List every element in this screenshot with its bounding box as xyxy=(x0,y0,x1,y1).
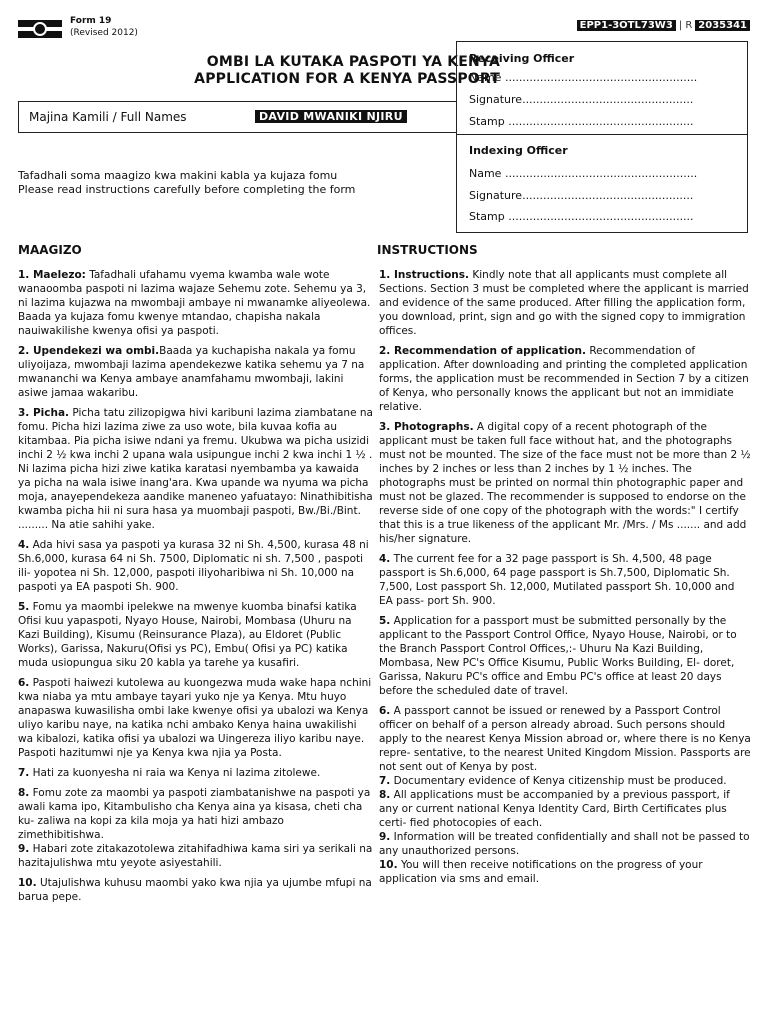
maagizo-item xyxy=(18,406,373,532)
instructions-item-lead: 1. Instructions. xyxy=(379,269,470,281)
maagizo-item xyxy=(18,876,373,904)
indexing-officer-signature-field[interactable]: Signature................................................. xyxy=(469,189,694,202)
instructions-item-lead: 10. xyxy=(379,859,398,871)
maagizo-item-text: Fomu zote za maombi ya paspoti ziambatanishwe na paspoti ya awali kama ipo, Kitambulisho cha Kenya aina ya kisasa, cheti cha ku- zaliwa na kopi za kila moja ya hati hizi ambazo zimethibitishwa. xyxy=(18,787,371,841)
maagizo-item-lead: 9. xyxy=(18,843,30,855)
form-title-swahili: OMBI LA KUTAKA PASPOTI YA KENYA xyxy=(206,54,500,70)
maagizo-item xyxy=(18,676,373,760)
maagizo-item-lead: 4. xyxy=(18,539,30,551)
maagizo-item-lead: 10. xyxy=(18,877,37,889)
receiving-officer-signature-field[interactable]: Signature................................................. xyxy=(469,93,694,106)
form-number: Form 19 xyxy=(70,16,112,26)
maagizo-item xyxy=(18,766,373,780)
instructions-item-text: All applications must be accompanied by a previous passport, if any or current national Kenya Identity Card, Birth Certificates plus certi- fied photocopies of each. xyxy=(379,789,730,829)
instructions-item-lead: 7. xyxy=(379,775,391,787)
instructions-item-lead: 5. xyxy=(379,615,391,627)
maagizo-item-lead: 6. xyxy=(18,677,30,689)
instructions-item xyxy=(379,268,751,338)
kenya-coat-of-arms-logo-icon xyxy=(18,20,62,38)
maagizo-item-lead: 8. xyxy=(18,787,30,799)
indexing-officer-stamp-field[interactable]: Stamp ..................................................... xyxy=(469,210,694,223)
maagizo-item xyxy=(18,786,373,842)
maagizo-item xyxy=(18,842,373,870)
receiving-officer-heading: Receiving Officer xyxy=(469,52,575,65)
maagizo-item xyxy=(18,600,373,670)
serial-separator: | R xyxy=(678,20,693,31)
instructions-item-text: Application for a passport must be submitted personally by the applicant to the Passport Control Office, Nyayo House, Nairobi, or to the Branch Passport Control Offices,:- Uhuru Na Kazi Building, Mombasa, New PC's Office Kisumu, Public Works Building, El- doret, Garissa, Nakuru PC's office and Embu PC's office at least 20 days before the scheduled date of travel. xyxy=(379,615,737,697)
instructions-item-lead: 6. xyxy=(379,705,391,717)
notice-english: Please read instructions carefully before completing the form xyxy=(18,183,356,196)
instructions-item xyxy=(379,552,751,608)
instructions-item-lead: 3. Photographs. xyxy=(379,421,474,433)
instructions-item xyxy=(379,858,751,886)
instructions-item-lead: 2. Recommendation of application. xyxy=(379,345,586,357)
instructions-list xyxy=(379,268,751,892)
maagizo-item-text: Baada ya kuchapisha nakala ya fomu uliyoijaza, mwombaji lazima apendekezwe katika sehemu ya 7 na mwananchi wa Kenya ambaye anamfahamu mwombaji, lakini asiwe jamaa wakaribu. xyxy=(18,345,365,399)
maagizo-item-text: Fomu ya maombi ipelekwe na mwenye kuomba binafsi katika Ofisi kuu yapaspoti, Nyayo House, Nairobi, Mombasa (Uhuru na Kazi Building), Kisumu (Reinsurance Plaza), au Eldoret (Public Works), Garissa, Nakuru(Ofisi ys PC), Embu( Ofisi ya PC) katika muda usiopungua siku 20 kabla ya tarehe ya kusafiri. xyxy=(18,601,357,669)
instructions-item-text: A passport cannot be issued or renewed by a Passport Control officer on behalf of a person already abroad. Such persons should apply to the nearest Kenya Mission abroad or, where there is no Kenya repre- sentative, to the nearest United Kingdom Mission. Passports are not sent out of Kenya by post. xyxy=(379,705,751,773)
form-revision: (Revised 2012) xyxy=(70,28,138,38)
instructions-item xyxy=(379,420,751,546)
maagizo-item-lead: 7. xyxy=(18,767,30,779)
maagizo-item-text: Utajulishwa kuhusu maombi yako kwa njia ya ujumbe mfupi na barua pepe. xyxy=(18,877,372,903)
notice-swahili: Tafadhali soma maagizo kwa makini kabla ya kujaza fomu xyxy=(18,169,338,182)
maagizo-heading: MAAGIZO xyxy=(18,243,82,257)
instructions-item-text: You will then receive notifications on the progress of your application via sms and email. xyxy=(379,859,703,885)
instructions-item-text: The current fee for a 32 page passport is Sh. 4,500, 48 page passport is Sh.6,000, 64 page passport is Sh.7,500, Diplomatic Sh. 7,500, Lost passport Sh. 12,000, Mutilated passport Sh. 10,000 and EA pass- port Sh. 900. xyxy=(379,553,735,607)
serial-reference xyxy=(577,20,750,31)
maagizo-item xyxy=(18,538,373,594)
officer-box-divider xyxy=(457,134,747,135)
maagizo-list xyxy=(18,268,373,910)
indexing-officer-heading: Indexing Officer xyxy=(469,144,568,157)
maagizo-item xyxy=(18,268,373,338)
maagizo-item-lead: 2. Upendekezi wa ombi. xyxy=(18,345,160,357)
instructions-item xyxy=(379,774,751,788)
maagizo-item-text: Habari zote zitakazotolewa zitahifadhiwa kama siri ya serikali na hazitajulishwa mtu yeyote asiyestahili. xyxy=(18,843,373,869)
maagizo-item-text: Paspoti haiwezi kutolewa au kuongezwa muda wake hapa nchini kwa niaba ya mtu ambaye tayari yuko nje ya Kenya. Mtu huyo anapaswa kuwasilisha ombi lake kwenye ofisi ya ubalozi wa Kenya uliyo karibu naye, na katika nchi ambako Kenya haina uwakilishi wa kibalozi, katika ofisi ya ubalozi wa Uingereza iliyo karibu naye. Paspoti hazitumwi nje ya Kenya kwa njia ya Posta. xyxy=(18,677,372,759)
instructions-item xyxy=(379,614,751,698)
maagizo-item-lead: 5. xyxy=(18,601,30,613)
indexing-officer-name-field[interactable]: Name ....................................................... xyxy=(469,167,698,180)
instructions-item-text: Recommendation of application. After downloading and printing the completed application forms, the application must be recommended in Section 7 by a citizen of Kenya, who personally knows the applicant but not an immidiate relative. xyxy=(379,345,749,413)
instructions-item-lead: 4. xyxy=(379,553,391,565)
instructions-item xyxy=(379,830,751,858)
form-title-english: APPLICATION FOR A KENYA PASSPORT xyxy=(194,71,500,87)
instructions-item xyxy=(379,344,751,414)
maagizo-item-text: Ada hivi sasa ya paspoti ya kurasa 32 ni Sh. 4,500, kurasa 48 ni Sh.6,000, kurasa 64 ni Sh. 7500, Diplomatic ni sh. 7,500 , paspoti ili- yopotea ni Sh. 12,000, paspoti iliyoharibiwa ni Sh. 10,000 na paspoti ya EA paspoti Sh. 900. xyxy=(18,539,369,593)
instructions-item xyxy=(379,788,751,830)
instructions-heading: INSTRUCTIONS xyxy=(377,243,478,257)
serial-number: 2035341 xyxy=(695,20,750,31)
maagizo-item xyxy=(18,344,373,400)
maagizo-item-text: Hati za kuonyesha ni raia wa Kenya ni lazima zitolewe. xyxy=(29,767,321,779)
receiving-officer-name-field[interactable]: Name ....................................................... xyxy=(469,71,698,84)
serial-code: EPP1-3OTL73W3 xyxy=(577,20,676,31)
instructions-item-text: A digital copy of a recent photograph of the applicant must be taken full face without hat, and the photographs must not be mounted. The size of the face must not be more than 2 ½ inches by 2 inches or less than 2 inches by 1 ½ inches. The photographs must be printed on normal thin photographic paper and must not be glazed. The recommender is supposed to endorse on the reverse side of one copy of the photograph with the words:" I certify that this is a true likeness of the applicant Mr. /Mrs. / Ms ....... and add his/her signature. xyxy=(379,421,751,545)
full-names-row xyxy=(18,101,457,133)
instructions-item-text: Information will be treated confidentially and shall not be passed to any unauthorized persons. xyxy=(379,831,750,857)
full-names-value[interactable]: DAVID MWANIKI NJIRU xyxy=(255,110,407,123)
full-names-label: Majina Kamili / Full Names xyxy=(29,110,187,124)
instructions-item-lead: 9. xyxy=(379,831,391,843)
instructions-item xyxy=(379,704,751,774)
maagizo-item-lead: 3. Picha. xyxy=(18,407,70,419)
instructions-item-lead: 8. xyxy=(379,789,391,801)
officer-box xyxy=(456,41,748,233)
instructions-item-text: Kindly note that all applicants must complete all Sections. Section 3 must be completed where the applicant is married and evidence of the same produced. After filling the application form, you download, print, sign and go with the signed copy to immigration offices. xyxy=(379,269,749,337)
maagizo-item-lead: 1. Maelezo: xyxy=(18,269,86,281)
receiving-officer-stamp-field[interactable]: Stamp ..................................................... xyxy=(469,115,694,128)
maagizo-item-text: Picha tatu zilizopigwa hivi karibuni lazima ziambatane na fomu. Picha hizi lazima ziwe za uso wote, bila kuvaa kofia au kitambaa. Pia picha isiwe ndani ya fremu. Ukubwa wa picha usizidi inchi 2 ½ kwa inchi 2 upana wala usipungue inchi 2 kwa inchi 1 ½ . Ni lazima picha hizi ziwe katika karatasi nyembamba ya kawaida ya picha na wala isiwe inang'ara. Kwa upande wa nyuma wa picha moja, anayependekeza aandike maneneo yafuatayo: Ninathibitisha kwamba picha hii ni sura hasa ya muombaji paspoti, Bw./Bi./Bint. ......... Na atie sahihi yake. xyxy=(18,407,373,531)
instructions-item-text: Documentary evidence of Kenya citizenship must be produced. xyxy=(390,775,727,787)
maagizo-item-text: Tafadhali ufahamu vyema kwamba wale wote wanaoomba paspoti ni lazima wajaze Sehemu zote. Sehemu ya 3, ni lazima kujazwa na mwombaji ambaye ni mwanamke aliyeolewa. Baada ya kujaza fomu kwenye mtandao, chapisha nakala nauiwakilishe kwenya ofisi ya paspoti. xyxy=(18,269,371,337)
